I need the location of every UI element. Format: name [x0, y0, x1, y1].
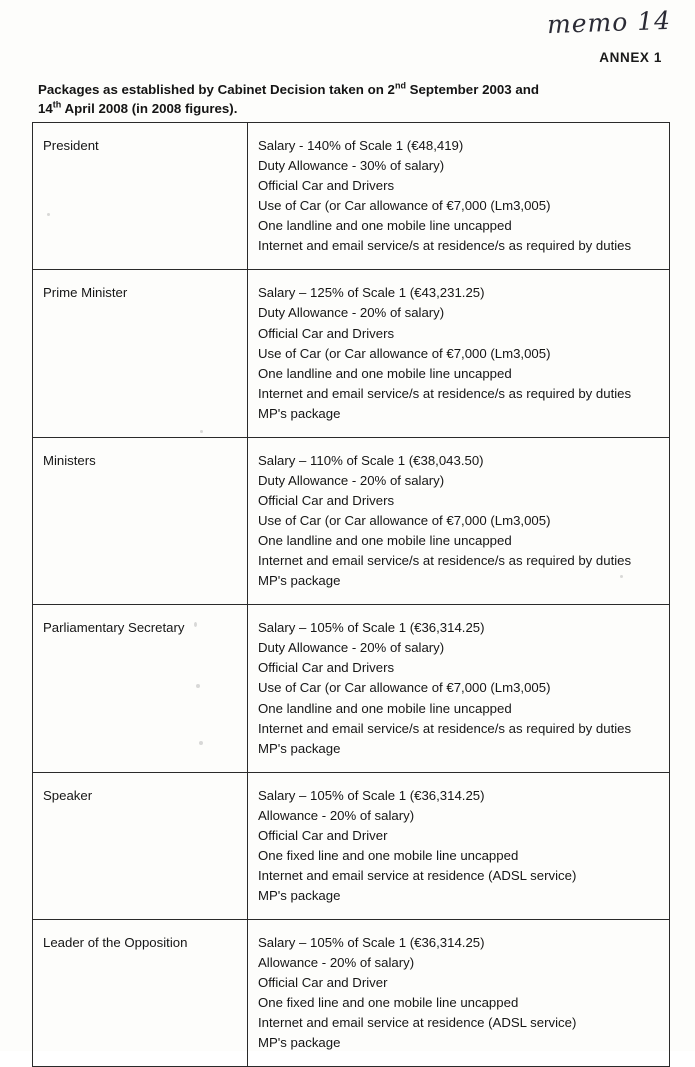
scan-speck: [199, 741, 203, 745]
detail-line: Official Car and Driver: [258, 827, 388, 843]
detail-line: One fixed line and one mobile line uncapped: [258, 995, 519, 1011]
details-cell: [248, 920, 670, 1067]
packages-table-body: [33, 123, 670, 1067]
packages-table: [32, 122, 670, 1067]
detail-line: Allowance - 20% of salary): [258, 807, 415, 823]
role-cell: Speaker: [33, 772, 248, 919]
detail-line: MP's package: [258, 573, 341, 589]
detail-line: Salary – 105% of Scale 1 (€36,314.25): [258, 787, 485, 803]
role-cell: Prime Minister: [33, 270, 248, 437]
role-cell: Leader of the Opposition: [33, 920, 248, 1067]
intro-line1-sup: nd: [394, 80, 406, 91]
detail-line: Internet and email service/s at residence/s as required by duties: [258, 238, 632, 254]
detail-line: MP's package: [258, 740, 341, 756]
scan-speck: [620, 575, 623, 578]
detail-line: One landline and one mobile line uncapped: [258, 365, 512, 381]
intro-line2-post: April 2008 (in 2008 figures).: [61, 101, 238, 117]
detail-line: Internet and email service at residence (ADSL service): [258, 867, 577, 883]
detail-line: Duty Allowance - 20% of salary): [258, 640, 445, 656]
detail-line: Internet and email service/s at residence/s as required by duties: [258, 553, 632, 569]
detail-line: Salary – 105% of Scale 1 (€36,314.25): [258, 620, 485, 636]
detail-line: Official Car and Drivers: [258, 660, 395, 676]
detail-line: One landline and one mobile line uncapped: [258, 700, 512, 716]
table-row: [33, 270, 670, 437]
detail-line: Official Car and Driver: [258, 975, 388, 991]
detail-line: Duty Allowance - 20% of salary): [258, 305, 445, 321]
detail-line: Allowance - 20% of salary): [258, 955, 415, 971]
intro-line2-sup: th: [52, 99, 62, 110]
detail-line: Internet and email service/s at residence/s as required by duties: [258, 385, 632, 401]
detail-line: Duty Allowance - 30% of salary): [258, 158, 445, 174]
detail-line: Official Car and Drivers: [258, 492, 395, 508]
table-row: [33, 772, 670, 919]
details-cell: [248, 437, 670, 604]
scan-speck: [196, 684, 200, 688]
detail-line: Salary - 140% of Scale 1 (€48,419): [258, 138, 464, 153]
detail-line: Use of Car (or Car allowance of €7,000 (Lm3,005): [258, 198, 551, 214]
detail-line: Salary – 110% of Scale 1 (€38,043.50): [258, 452, 484, 468]
table-row: [33, 123, 670, 270]
detail-line: MP's package: [258, 405, 341, 421]
detail-line: Use of Car (or Car allowance of €7,000 (Lm3,005): [258, 345, 551, 361]
detail-line: Duty Allowance - 20% of salary): [258, 472, 445, 488]
detail-line: One fixed line and one mobile line uncapped: [258, 847, 519, 863]
detail-line: Official Car and Drivers: [258, 325, 395, 341]
detail-line: Use of Car (or Car allowance of €7,000 (Lm3,005): [258, 513, 551, 528]
detail-line: Internet and email service at residence (ADSL service): [258, 1015, 577, 1031]
detail-line: Official Car and Drivers: [258, 178, 395, 194]
details-cell: [248, 270, 670, 437]
details-cell: [248, 123, 670, 270]
detail-line: One landline and one mobile line uncapped: [258, 218, 512, 234]
table-row: [33, 605, 670, 772]
intro-line1-pre: Packages as established by Cabinet Decision taken on 2: [38, 82, 395, 97]
scan-speck: [200, 430, 203, 433]
detail-line: MP's package: [258, 888, 341, 903]
annex-label: ANNEX 1: [599, 50, 662, 65]
detail-line: One landline and one mobile line uncapped: [258, 533, 512, 549]
intro-line2-pre: 14: [38, 101, 53, 117]
scan-speck: [194, 622, 197, 627]
table-row: [33, 920, 670, 1067]
intro-line1-post: September 2003 and: [405, 82, 539, 97]
role-cell: Parliamentary Secretary: [33, 605, 248, 772]
detail-line: Salary – 105% of Scale 1 (€36,314.25): [258, 935, 485, 951]
role-cell: Ministers: [33, 437, 248, 604]
intro-paragraph: [38, 80, 608, 119]
detail-line: Use of Car (or Car allowance of €7,000 (Lm3,005): [258, 680, 551, 696]
detail-line: MP's package: [258, 1035, 341, 1051]
details-cell: [248, 772, 670, 919]
handwritten-memo-annotation: memo 14: [546, 5, 672, 40]
detail-line: Internet and email service/s at residence/s as required by duties: [258, 720, 632, 736]
detail-line: Salary – 125% of Scale 1 (€43,231.25): [258, 285, 485, 301]
table-row: [33, 437, 670, 604]
scan-speck: [47, 213, 50, 216]
details-cell: [248, 605, 670, 772]
role-cell: President: [33, 123, 248, 270]
